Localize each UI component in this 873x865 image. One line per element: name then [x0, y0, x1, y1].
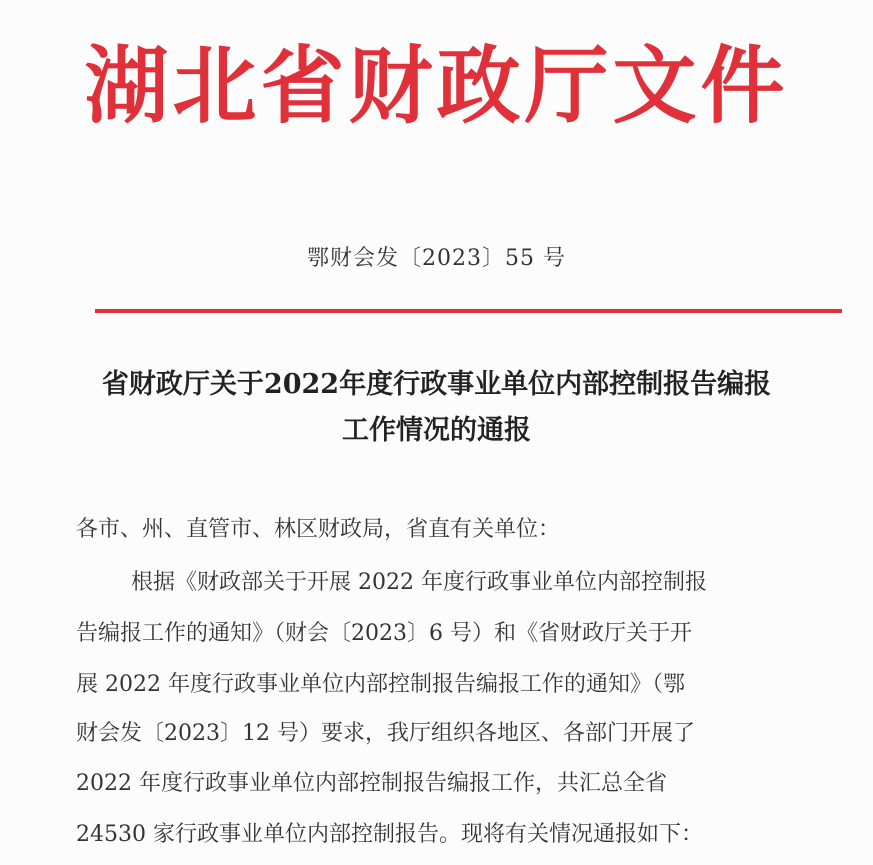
- salutation: 各市、州、直管市、林区财政局，省直有关单位：: [76, 517, 561, 542]
- notice-title-line-1: 省财政厅关于2022年度行政事业单位内部控制报告编报: [101, 369, 772, 400]
- body-line-1: 根据《财政部关于开展 2022 年度行政事业单位内部控制报: [131, 570, 707, 595]
- body-line-3: 展 2022 年度行政事业单位内部控制报告编报工作的通知》（鄂: [76, 672, 685, 697]
- notice-title: [0, 362, 873, 454]
- body-line-6: 24530 家行政事业单位内部控制报告。现将有关情况通报如下：: [76, 822, 703, 847]
- document-number: 鄂财会发〔2023〕55 号: [307, 246, 566, 271]
- document-header-title: 湖北省财政厅文件: [84, 37, 789, 135]
- body-line-4: 财会发〔2023〕12 号）要求，我厅组织各地区、各部门开展了: [76, 721, 695, 746]
- body-line-5: 2022 年度行政事业单位内部控制报告编报工作，共汇总全省: [76, 771, 667, 796]
- body-line-2: 告编报工作的通知》（财会〔2023〕6 号）和《省财政厅关于开: [76, 621, 692, 646]
- red-divider-line: [95, 309, 842, 313]
- notice-title-line-2: 工作情况的通报: [342, 415, 531, 446]
